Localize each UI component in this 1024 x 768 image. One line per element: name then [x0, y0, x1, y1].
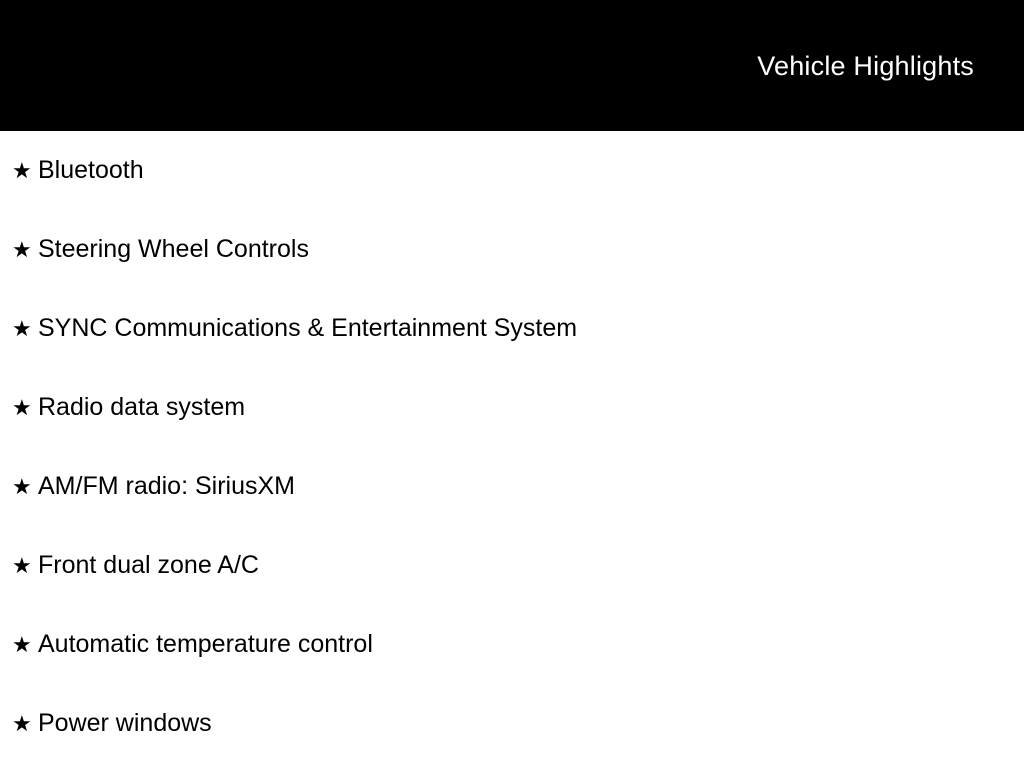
list-item: [0, 684, 1024, 763]
list-item: [0, 605, 1024, 684]
header-bar: [0, 0, 1024, 131]
star-icon: ★: [12, 316, 32, 341]
vehicle-highlights-list: [0, 131, 1024, 763]
list-item: [0, 526, 1024, 605]
star-icon: ★: [12, 632, 32, 657]
list-item-label: Power windows: [38, 709, 212, 737]
star-icon: ★: [12, 237, 32, 262]
list-item-label: Steering Wheel Controls: [38, 235, 309, 263]
star-icon: ★: [12, 553, 32, 578]
star-icon: ★: [12, 158, 32, 183]
list-item-label: Bluetooth: [38, 156, 144, 184]
page-title: Vehicle Highlights: [757, 51, 974, 81]
list-item-label: Automatic temperature control: [38, 630, 373, 658]
list-item: [0, 131, 1024, 210]
list-item: [0, 447, 1024, 526]
list-item-label: AM/FM radio: SiriusXM: [38, 472, 295, 500]
star-icon: ★: [12, 711, 32, 736]
star-icon: ★: [12, 395, 32, 420]
list-item: [0, 368, 1024, 447]
list-item: [0, 210, 1024, 289]
star-icon: ★: [12, 474, 32, 499]
list-item: [0, 289, 1024, 368]
list-item-label: Front dual zone A/C: [38, 551, 259, 579]
list-item-label: SYNC Communications & Entertainment System: [38, 314, 578, 342]
list-item-label: Radio data system: [38, 393, 246, 421]
